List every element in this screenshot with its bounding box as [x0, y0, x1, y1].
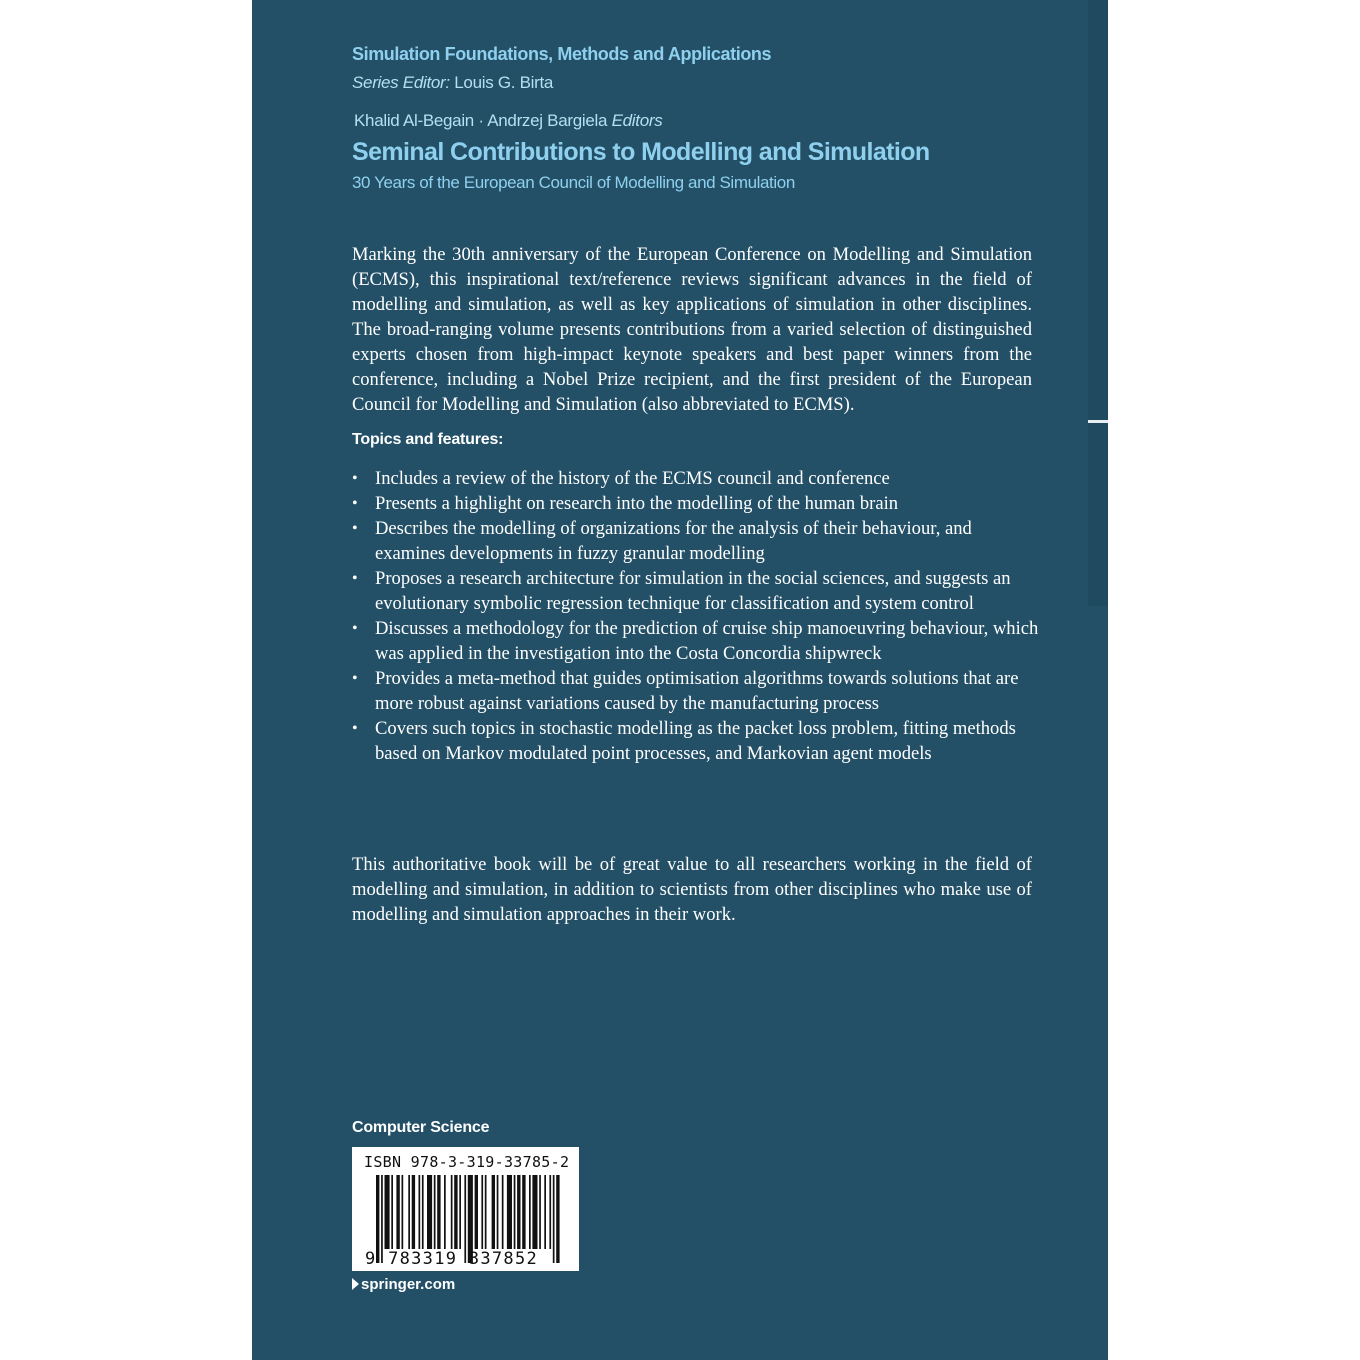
barcode-bar [408, 1175, 410, 1249]
barcode-bar [517, 1175, 520, 1249]
feature-text: Describes the modelling of organizations for the analysis of their behaviour, and examines developments in fuzzy granular modelling [375, 518, 972, 564]
barcode-bar [497, 1175, 499, 1249]
bullet-icon: • [352, 470, 358, 487]
barcode-bar [532, 1175, 537, 1249]
barcode-bar [553, 1175, 555, 1263]
barcode-bar [549, 1175, 551, 1249]
barcode-bar [385, 1175, 390, 1249]
barcode-bar [485, 1175, 487, 1249]
feature-text: Covers such topics in stochastic modelling as the packet loss problem, fitting methods based on Markov modulated point processes, and Markovian agent models [375, 718, 1016, 764]
bullet-icon: • [352, 520, 358, 537]
bullet-icon: • [352, 670, 358, 687]
subject-category: Computer Science [352, 1119, 490, 1136]
barcode-bar [454, 1175, 457, 1249]
series-editor-label: Series Editor: [352, 73, 450, 92]
barcode-digits: 9 783319 337852 [365, 1249, 539, 1269]
barcode-bar [544, 1175, 546, 1249]
barcode-bar [412, 1175, 415, 1249]
bullet-icon: • [352, 720, 358, 737]
barcode-bar [514, 1175, 516, 1249]
barcode-bar [539, 1175, 541, 1249]
bullet-icon: • [352, 570, 358, 587]
feature-text: Discusses a methodology for the prediction of cruise ship manoeuvring behaviour, which was applied in the investigation into the Costa Concordia shipwreck [375, 618, 1039, 664]
bullet-icon: • [352, 495, 358, 512]
list-item [352, 491, 1042, 516]
publisher-url: springer.com [361, 1276, 456, 1293]
book-title: Seminal Contributions to Modelling and Simulation [352, 138, 930, 166]
book-editors [354, 111, 662, 131]
barcode-bar [522, 1175, 525, 1249]
barcode-bar [396, 1175, 399, 1249]
bullet-icon: • [352, 620, 358, 637]
isbn-label: ISBN 978-3-319-33785-2 [364, 1153, 570, 1171]
description-outro: This authoritative book will be of great value to all researchers working in the field of modelling and simulation, in addition to scientists from other disciplines who make use of modelling and simulation approaches in their work. [352, 854, 1032, 925]
barcode-bar [427, 1175, 432, 1249]
series-editor-name: Louis G. Birta [454, 73, 554, 92]
editors-label: Editors [611, 111, 663, 130]
list-item [352, 666, 1042, 716]
triangle-right-icon [352, 1278, 359, 1290]
cover-edge-band [1088, 0, 1108, 606]
series-title: Simulation Foundations, Methods and Applications [352, 44, 772, 64]
list-item [352, 466, 1042, 491]
editor-names: Khalid Al-Begain · Andrzej Bargiela [354, 111, 608, 130]
list-item [352, 716, 1042, 766]
publisher-link[interactable] [352, 1276, 455, 1293]
barcode-bar [502, 1175, 504, 1249]
feature-text: Includes a review of the history of the ECMS council and conference [375, 468, 890, 489]
feature-text: Provides a meta-method that guides optimisation algorithms towards solutions that are more robust against variations caused by the manufacturing process [375, 668, 1019, 714]
barcode-bar [402, 1175, 404, 1249]
book-subtitle: 30 Years of the European Council of Modelling and Simulation [352, 173, 795, 192]
barcode-bar [492, 1175, 495, 1249]
list-item [352, 516, 1042, 566]
barcode-bar [444, 1175, 446, 1249]
isbn-barcode [352, 1147, 579, 1271]
barcode-bar [391, 1175, 393, 1249]
barcode-bar [419, 1175, 421, 1249]
barcode-bar [434, 1175, 436, 1249]
description-intro: Marking the 30th anniversary of the European Conference on Modelling and Simulation (ECMS), this inspirational text/reference reviews significant advances in the field of modelling and simulation, as well as key applications of simulation in other disciplines. The broad-ranging volume presents contributions from a varied selection of distinguished experts chosen from high-impact keynote speakers and best paper winners from the conference, including a Nobel Prize recipient, and the first president of the European Council for Modelling and Simulation (also abbreviated to ECMS). [352, 244, 1032, 415]
barcode-bar [507, 1175, 512, 1249]
series-editor [352, 73, 553, 93]
barcode-bar [422, 1175, 424, 1249]
barcode-bar [529, 1175, 531, 1249]
barcode-bar [481, 1175, 483, 1249]
topics-heading: Topics and features: [352, 431, 504, 448]
feature-text: Proposes a research architecture for simulation in the social sciences, and suggests an evolutionary symbolic regression technique for classification and system control [375, 568, 1011, 614]
book-back-cover [252, 0, 1108, 1360]
barcode-bar [451, 1175, 453, 1249]
list-item [352, 566, 1042, 616]
barcode-bar [437, 1175, 440, 1249]
barcode-bar [556, 1175, 559, 1263]
features-list [352, 466, 1042, 766]
barcode-bar [459, 1175, 461, 1249]
list-item [352, 616, 1042, 666]
barcode-bar [475, 1175, 478, 1249]
cover-edge-mark [1088, 420, 1108, 423]
feature-text: Presents a highlight on research into the modelling of the human brain [375, 493, 899, 514]
